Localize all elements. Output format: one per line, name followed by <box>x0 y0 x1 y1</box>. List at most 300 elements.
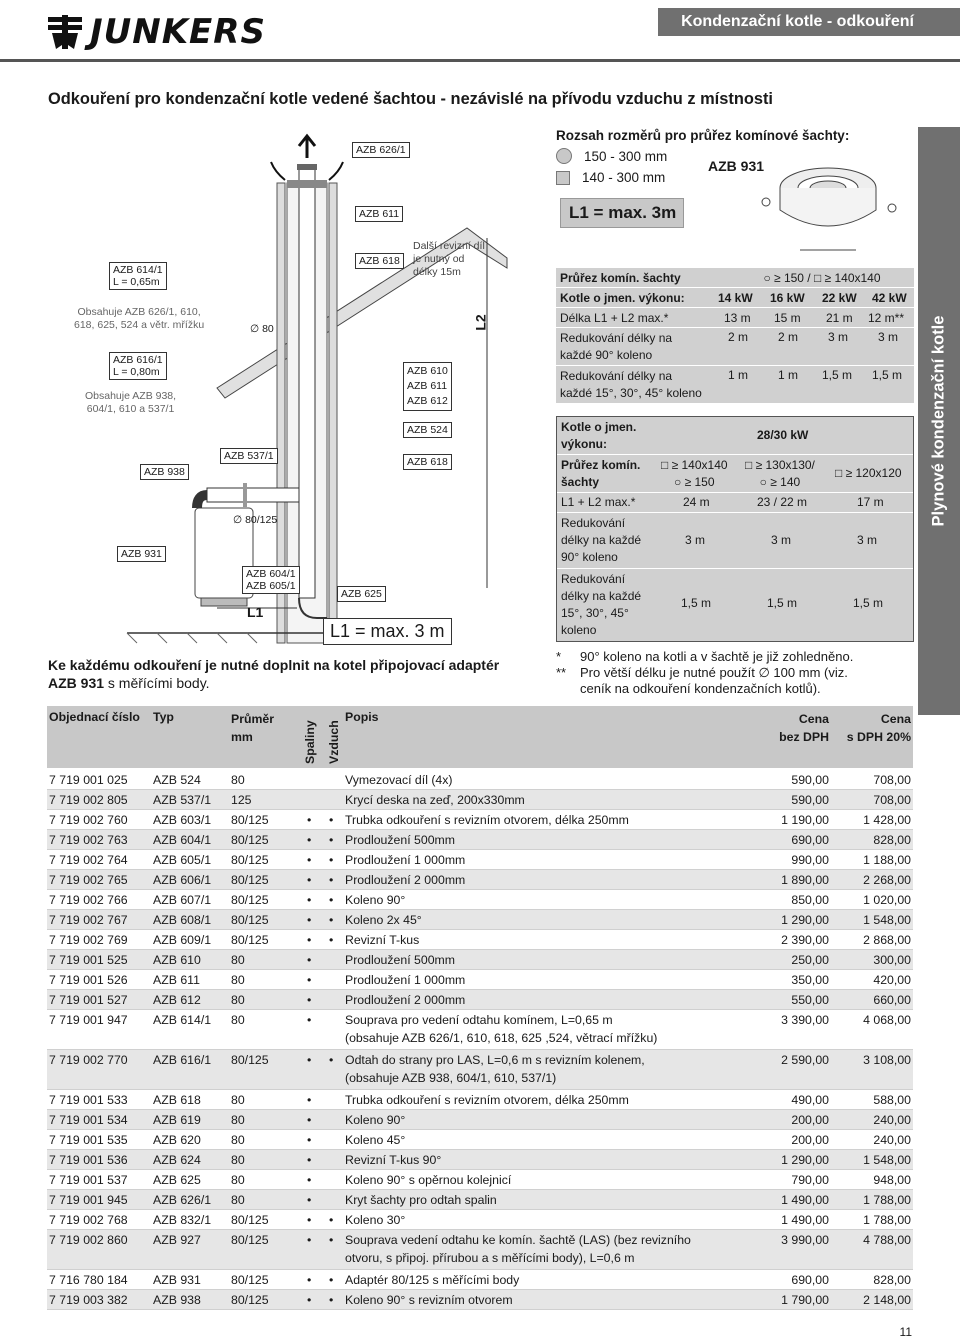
tech2-15-label: Redukování délky na každé 15°, 30°, 45° koleno <box>561 572 642 637</box>
cell-flue-mark: • <box>307 1113 312 1127</box>
cell-price: 690,00 <box>791 1273 829 1287</box>
diagram-note-obsahuje2: Obsahuje AZB 938, 604/1, 610 a 537/1 <box>85 390 177 415</box>
cell-price: 250,00 <box>791 953 829 967</box>
cell-price: 3 990,00 <box>781 1233 829 1247</box>
tech1-15-label: Redukování délky na každé 15°, 30°, 45° koleno <box>560 369 702 400</box>
sidebar-label: Plynové kondenzační kotle <box>929 315 948 527</box>
cell-diameter: 80 <box>231 973 245 987</box>
cell-description: Krycí deska na zeď, 200x330mm <box>345 793 525 807</box>
cell-diameter: 80/125 <box>231 1213 269 1227</box>
table-row <box>47 950 913 970</box>
tech1-length-16: 15 m <box>774 311 801 325</box>
cell-flue-mark: • <box>307 1273 312 1287</box>
cell-description: Kryt šachty pro odtah spalin <box>345 1193 497 1207</box>
cell-description: Trubka odkouření s revizním otvorem, délka 250mm <box>345 1093 629 1107</box>
table-row <box>47 1130 913 1150</box>
table-row <box>47 930 913 950</box>
cell-diameter: 80 <box>231 1113 245 1127</box>
diagram-label-azb625: AZB 625 <box>337 586 386 602</box>
tech2-row-power <box>557 417 913 455</box>
header-prumer: Průměr mm <box>231 712 275 744</box>
tech2-shaft-label: Průřez komín. šachty <box>561 458 641 489</box>
diagram-label-azb616: AZB 616/1 L = 0,80m <box>109 352 167 380</box>
cell-order-number: 7 719 003 382 <box>49 1293 128 1307</box>
tech1-row-15 <box>556 366 914 404</box>
table-row <box>47 1090 913 1110</box>
tech1-length-42: 12 m** <box>868 311 905 325</box>
tech2-shaft-v3: □ ≥ 120x120 <box>835 466 902 480</box>
table-row <box>47 1150 913 1170</box>
cell-price-vat: 420,00 <box>873 973 911 987</box>
cell-type: AZB 611 <box>153 973 200 987</box>
page-header <box>0 0 960 62</box>
cell-description: Prodloužení 2 000mm <box>345 873 466 887</box>
cell-diameter: 80/125 <box>231 1053 269 1067</box>
range-square-value: 140 - 300 mm <box>582 170 666 185</box>
cell-price: 590,00 <box>791 793 829 807</box>
diagram-label-d80125: ∅ 80/125 <box>233 514 278 526</box>
tech2-shaft-v2: □ ≥ 130x130/ ○ ≥ 140 <box>745 458 815 489</box>
cell-order-number: 7 719 002 767 <box>49 913 128 927</box>
cell-type: AZB 605/1 <box>153 853 212 867</box>
cell-diameter: 80 <box>231 993 245 1007</box>
cell-diameter: 80 <box>231 953 245 967</box>
cell-description: Trubka odkouření s revizním otvorem, délka 250mm <box>345 813 629 827</box>
cell-flue-mark: • <box>307 993 312 1007</box>
cell-description: Koleno 90° s opěrnou kolejnicí <box>345 1173 512 1187</box>
cell-flue-mark: • <box>307 853 312 867</box>
header-popis: Popis <box>345 710 379 724</box>
cell-type: AZB 620 <box>153 1133 201 1147</box>
header-vzduch: Vzduch <box>327 720 341 764</box>
cell-description: Koleno 2x 45° <box>345 913 422 927</box>
cell-air-mark: • <box>329 833 334 847</box>
adapter-note-rest: s měřícími body. <box>104 675 210 691</box>
cell-description: Souprava pro vedení odtahu komínem, L=0,65 m <box>345 1013 613 1027</box>
cell-price-vat: 3 108,00 <box>863 1053 911 1067</box>
cell-type: AZB 619 <box>153 1113 201 1127</box>
cell-price-vat: 2 268,00 <box>863 873 911 887</box>
cell-flue-mark: • <box>307 813 312 827</box>
cell-order-number: 7 719 001 536 <box>49 1153 128 1167</box>
diagram-note-revizni: Další revizní díl je nutný od délky 15m <box>413 240 485 278</box>
cell-flue-mark: • <box>307 873 312 887</box>
cell-order-number: 7 719 001 533 <box>49 1093 128 1107</box>
cell-price-vat: 4 788,00 <box>863 1233 911 1247</box>
cell-description: Vymezovací díl (4x) <box>345 773 453 787</box>
cell-flue-mark: • <box>307 1093 312 1107</box>
cell-diameter: 125 <box>231 793 252 807</box>
header-cena: Cena bez DPH <box>779 712 829 744</box>
cell-description: Prodloužení 1 000mm <box>345 853 466 867</box>
cell-price: 990,00 <box>791 853 829 867</box>
cell-order-number: 7 719 002 768 <box>49 1213 128 1227</box>
cell-description: Adaptér 80/125 s měřícími body <box>345 1273 520 1287</box>
cell-diameter: 80 <box>231 1153 245 1167</box>
cell-air-mark: • <box>329 933 334 947</box>
cell-price: 1 490,00 <box>781 1193 829 1207</box>
cell-flue-mark: • <box>307 833 312 847</box>
table-row <box>47 990 913 1010</box>
cell-air-mark: • <box>329 873 334 887</box>
cell-description: Koleno 90° <box>345 893 406 907</box>
tech2-power-label: Kotle o jmen. výkonu: <box>561 420 637 451</box>
cell-flue-mark: • <box>307 1293 312 1307</box>
tech1-power-label: Kotle o jmen. výkonu: <box>560 291 685 305</box>
tech-table-2 <box>556 416 914 642</box>
cell-air-mark: • <box>329 893 334 907</box>
cell-diameter: 80 <box>231 773 245 787</box>
cell-type: AZB 608/1 <box>153 913 212 927</box>
tech2-length-label: L1 + L2 max.* <box>561 495 636 509</box>
diagram-label-azb614: AZB 614/1 L = 0,65m <box>109 262 167 290</box>
cell-flue-mark: • <box>307 933 312 947</box>
cell-order-number: 7 719 001 525 <box>49 953 128 967</box>
cell-price-vat: 1 788,00 <box>863 1213 911 1227</box>
cell-price-vat: 2 868,00 <box>863 933 911 947</box>
cell-order-number: 7 719 001 945 <box>49 1193 128 1207</box>
cell-type: AZB 524 <box>153 773 201 787</box>
cell-flue-mark: • <box>307 893 312 907</box>
table-row <box>47 1270 913 1290</box>
tech1-length-22: 21 m <box>826 311 853 325</box>
cell-description-2: (obsahuje AZB 938, 604/1, 610, 537/1) <box>345 1071 557 1085</box>
price-table-body <box>47 770 913 1310</box>
brand-name: JUNKERS <box>90 12 266 52</box>
cell-flue-mark: • <box>307 1133 312 1147</box>
tech1-row-length <box>556 308 914 328</box>
cell-price-vat: 2 148,00 <box>863 1293 911 1307</box>
cell-price-vat: 660,00 <box>873 993 911 1007</box>
table-row <box>47 1290 913 1310</box>
cell-price: 1 290,00 <box>781 1153 829 1167</box>
footnote-text: Pro větší délku je nutné použít ∅ 100 mm (viz. ceník na odkouření kondenzačních kotlů). <box>580 665 848 696</box>
cell-price: 1 790,00 <box>781 1293 829 1307</box>
cell-order-number: 7 719 002 860 <box>49 1233 128 1247</box>
cell-price-vat: 300,00 <box>873 953 911 967</box>
cell-air-mark: • <box>329 1213 334 1227</box>
table-row <box>47 1110 913 1130</box>
cell-diameter: 80 <box>231 1093 245 1107</box>
table-row <box>47 1210 913 1230</box>
cell-price-vat: 1 548,00 <box>863 1153 911 1167</box>
tech2-shaft-v1: □ ≥ 140x140 ○ ≥ 150 <box>661 458 728 489</box>
diagram-label-azb610: AZB 610 AZB 611 AZB 612 <box>403 362 452 411</box>
tech1-15-22: 1,5 m <box>822 368 853 382</box>
cell-description: Revizní T-kus 90° <box>345 1153 442 1167</box>
brand-logo <box>48 12 266 52</box>
diagram-label-l1: L1 <box>247 604 264 620</box>
cell-type: AZB 832/1 <box>153 1213 212 1227</box>
footnote-1 <box>556 649 853 665</box>
tech1-power-42: 42 kW <box>872 291 907 305</box>
adapter-note-line1: Ke každému odkouření je nutné doplnit na kotel připojovací adaptér <box>48 657 500 673</box>
cell-price: 550,00 <box>791 993 829 1007</box>
cell-price-vat: 4 068,00 <box>863 1013 911 1027</box>
cell-order-number: 7 719 001 526 <box>49 973 128 987</box>
cell-flue-mark: • <box>307 913 312 927</box>
adapter-label: AZB 931 <box>708 158 765 174</box>
cell-price: 690,00 <box>791 833 829 847</box>
tech1-90-14: 2 m <box>728 330 749 344</box>
cell-price: 1 190,00 <box>781 813 829 827</box>
cell-diameter: 80 <box>231 1133 245 1147</box>
cell-price: 790,00 <box>791 1173 829 1187</box>
cell-price-vat: 828,00 <box>873 1273 911 1287</box>
cell-flue-mark: • <box>307 1193 312 1207</box>
cell-order-number: 7 719 001 527 <box>49 993 128 1007</box>
cell-order-number: 7 719 002 805 <box>49 793 128 807</box>
diagram-label-azb626: AZB 626/1 <box>352 142 410 158</box>
cell-price-vat: 1 428,00 <box>863 813 911 827</box>
tech2-power-value: 28/30 kW <box>757 428 809 442</box>
adapter-drawing-icon <box>760 150 920 260</box>
diagram-label-azb537: AZB 537/1 <box>220 448 278 464</box>
footnote-2 <box>556 665 853 697</box>
cell-price-vat: 948,00 <box>873 1173 911 1187</box>
cell-order-number: 7 719 002 766 <box>49 893 128 907</box>
cell-price: 350,00 <box>791 973 829 987</box>
cell-description-2: (obsahuje AZB 626/1, 610, 618, 625 ,524, větrací mřížku) <box>345 1031 658 1045</box>
cell-flue-mark: • <box>307 973 312 987</box>
cell-diameter: 80 <box>231 1193 245 1207</box>
cell-type: AZB 610 <box>153 953 201 967</box>
table-row <box>47 790 913 810</box>
junkers-logo-icon <box>48 15 82 49</box>
cell-type: AZB 616/1 <box>153 1053 212 1067</box>
cell-description: Prodloužení 2 000mm <box>345 993 466 1007</box>
adapter-note <box>48 656 499 692</box>
diagram-label-azb938: AZB 938 <box>140 464 189 480</box>
cell-price-vat: 828,00 <box>873 833 911 847</box>
tech1-90-22: 3 m <box>828 330 849 344</box>
cell-flue-mark: • <box>307 1173 312 1187</box>
cell-description: Koleno 90° <box>345 1113 406 1127</box>
cell-diameter: 80/125 <box>231 873 269 887</box>
cell-flue-mark: • <box>307 953 312 967</box>
table-row <box>47 850 913 870</box>
adapter-note-line2 <box>48 674 499 692</box>
cell-type: AZB 938 <box>153 1293 201 1307</box>
diagram-label-azb931: AZB 931 <box>117 546 166 562</box>
tech1-row-90 <box>556 328 914 366</box>
cell-air-mark: • <box>329 1273 334 1287</box>
cell-air-mark: • <box>329 813 334 827</box>
cell-description: Koleno 45° <box>345 1133 406 1147</box>
tech2-row-15 <box>557 569 913 641</box>
cell-order-number: 7 719 002 760 <box>49 813 128 827</box>
tech2-90-label: Redukování délky na každé 90° koleno <box>561 516 642 564</box>
cell-flue-mark: • <box>307 1213 312 1227</box>
price-table <box>47 706 913 1310</box>
tech2-length-v1: 24 m <box>683 495 710 509</box>
installation-diagram <box>47 128 535 648</box>
cell-description: Revizní T-kus <box>345 933 420 947</box>
table-row <box>47 890 913 910</box>
tech1-power-22: 22 kW <box>822 291 857 305</box>
cell-diameter: 80/125 <box>231 1273 269 1287</box>
tech2-15-v2: 1,5 m <box>767 596 798 610</box>
cell-air-mark: • <box>329 1233 334 1247</box>
cell-type: AZB 607/1 <box>153 893 212 907</box>
diagram-note-obsahuje1: Obsahuje AZB 626/1, 610, 618, 625, 524 a větr. mřížku <box>74 306 205 331</box>
cell-price: 1 890,00 <box>781 873 829 887</box>
tech2-row-90 <box>557 513 913 569</box>
cell-price-vat: 1 788,00 <box>863 1193 911 1207</box>
tech2-90-v2: 3 m <box>771 533 792 547</box>
cell-description: Koleno 30° <box>345 1213 406 1227</box>
table-row <box>47 1010 913 1050</box>
table-row <box>47 770 913 790</box>
table-row <box>47 810 913 830</box>
cell-order-number: 7 719 001 535 <box>49 1133 128 1147</box>
cell-description: Koleno 90° s revizním otvorem <box>345 1293 513 1307</box>
tech2-row-length <box>557 493 913 513</box>
cell-price-vat: 240,00 <box>873 1133 911 1147</box>
cell-description: Prodloužení 500mm <box>345 953 456 967</box>
cell-type: AZB 609/1 <box>153 933 212 947</box>
footnote-text: 90° koleno na kotli a v šachtě je již zohledněno. <box>580 649 854 664</box>
cell-price: 200,00 <box>791 1113 829 1127</box>
cell-type: AZB 625 <box>153 1173 201 1187</box>
cell-price: 2 590,00 <box>781 1053 829 1067</box>
cell-description: Prodloužení 1 000mm <box>345 973 466 987</box>
cell-type: AZB 614/1 <box>153 1013 212 1027</box>
tech1-15-14: 1 m <box>728 368 749 382</box>
table-row <box>47 970 913 990</box>
section-title: Kondenzační kotle - odkouření <box>658 8 960 36</box>
cell-diameter: 80/125 <box>231 933 269 947</box>
tech1-shaft-label: Průřez komín. šachty <box>560 271 681 285</box>
cell-type: AZB 624 <box>153 1153 201 1167</box>
cell-order-number: 7 719 001 537 <box>49 1173 128 1187</box>
cell-price: 200,00 <box>791 1133 829 1147</box>
range-circle-row <box>556 148 667 164</box>
square-shaft-icon <box>556 171 570 185</box>
cell-price-vat: 1 020,00 <box>863 893 911 907</box>
table-row <box>47 1230 913 1270</box>
tech2-length-v3: 17 m <box>857 495 884 509</box>
cell-price: 1 290,00 <box>781 913 829 927</box>
header-spaliny: Spaliny <box>303 720 317 764</box>
cell-order-number: 7 719 002 770 <box>49 1053 128 1067</box>
tech-table-1 <box>556 268 914 404</box>
cell-description: Prodloužení 500mm <box>345 833 456 847</box>
tech1-length-14: 13 m <box>724 311 751 325</box>
cell-air-mark: • <box>329 1053 334 1067</box>
cell-flue-mark: • <box>307 1053 312 1067</box>
cell-diameter: 80/125 <box>231 813 269 827</box>
cell-price-vat: 1 548,00 <box>863 913 911 927</box>
tech1-shaft-value: ○ ≥ 150 / □ ≥ 140x140 <box>763 271 881 285</box>
cell-diameter: 80/125 <box>231 913 269 927</box>
header-cislo: Objednací číslo <box>49 710 140 724</box>
diagram-label-azb611: AZB 611 <box>355 206 403 222</box>
cell-type: AZB 606/1 <box>153 873 212 887</box>
cell-diameter: 80/125 <box>231 893 269 907</box>
range-circle-value: 150 - 300 mm <box>584 148 668 164</box>
adapter-note-code: AZB 931 <box>48 675 105 691</box>
diagram-label-d80: ∅ 80 <box>250 323 274 335</box>
cell-order-number: 7 716 780 184 <box>49 1273 128 1287</box>
footnote-mark: * <box>556 649 562 664</box>
table-row <box>47 1170 913 1190</box>
cell-price: 850,00 <box>791 893 829 907</box>
page-title: Odkouření pro kondenzační kotle vedené šachtou - nezávislé na přívodu vzduchu z místnosti <box>48 90 773 108</box>
cell-order-number: 7 719 002 763 <box>49 833 128 847</box>
footnotes <box>556 649 853 697</box>
diagram-label-l2: L2 <box>472 314 489 331</box>
cell-flue-mark: • <box>307 1153 312 1167</box>
tech1-90-label: Redukování délky na každé 90° koleno <box>560 331 673 362</box>
cell-diameter: 80 <box>231 1173 245 1187</box>
cell-price-vat: 708,00 <box>873 793 911 807</box>
tech1-length-label: Délka L1 + L2 max.* <box>560 311 669 325</box>
table-row <box>47 830 913 850</box>
tech1-15-16: 1 m <box>778 368 799 382</box>
diagram-label-azb618: AZB 618 <box>355 253 404 269</box>
range-title: Rozsah rozměrů pro průřez komínové šachty: <box>556 128 850 143</box>
header-typ: Typ <box>153 710 174 724</box>
cell-type: AZB 603/1 <box>153 813 212 827</box>
cell-type: AZB 927 <box>153 1233 201 1247</box>
tech1-90-16: 2 m <box>778 330 799 344</box>
cell-diameter: 80 <box>231 1013 245 1027</box>
cell-order-number: 7 719 002 769 <box>49 933 128 947</box>
diagram-label-azb618b: AZB 618 <box>403 454 452 470</box>
cell-flue-mark: • <box>307 1013 312 1027</box>
cell-order-number: 7 719 001 025 <box>49 773 128 787</box>
price-table-header <box>47 706 913 768</box>
cell-diameter: 80/125 <box>231 1233 269 1247</box>
diagram-label-azb524: AZB 524 <box>403 422 452 438</box>
page-number: 11 <box>899 1325 912 1339</box>
tech2-length-v2: 23 / 22 m <box>757 495 808 509</box>
diagram-l1max: L1 = max. 3 m <box>323 618 452 645</box>
tech2-15-v3: 1,5 m <box>853 596 884 610</box>
cell-order-number: 7 719 002 765 <box>49 873 128 887</box>
table-row <box>47 870 913 890</box>
cell-price: 3 390,00 <box>781 1013 829 1027</box>
diagram-label-azb604: AZB 604/1 AZB 605/1 <box>242 566 300 594</box>
cell-description: Odtah do strany pro LAS, L=0,6 m s revizním kolenem, <box>345 1053 645 1067</box>
cell-order-number: 7 719 001 947 <box>49 1013 128 1027</box>
cell-air-mark: • <box>329 853 334 867</box>
tech2-90-v1: 3 m <box>685 533 706 547</box>
cell-diameter: 80/125 <box>231 1293 269 1307</box>
tech1-power-14: 14 kW <box>718 291 753 305</box>
table-row <box>47 910 913 930</box>
table-row <box>47 1050 913 1090</box>
cell-price-vat: 1 188,00 <box>863 853 911 867</box>
tech1-power-16: 16 kW <box>770 291 805 305</box>
cell-price: 590,00 <box>791 773 829 787</box>
tech1-row-power <box>556 288 914 308</box>
cell-price: 2 390,00 <box>781 933 829 947</box>
tech2-90-v3: 3 m <box>857 533 878 547</box>
range-square-row <box>556 170 665 185</box>
tech1-90-42: 3 m <box>878 330 899 344</box>
cell-price: 490,00 <box>791 1093 829 1107</box>
cell-price-vat: 708,00 <box>873 773 911 787</box>
tech1-row-shaft <box>556 268 914 288</box>
cell-type: AZB 931 <box>153 1273 201 1287</box>
cell-order-number: 7 719 002 764 <box>49 853 128 867</box>
cell-type: AZB 618 <box>153 1093 201 1107</box>
cell-type: AZB 626/1 <box>153 1193 212 1207</box>
circle-shaft-icon <box>556 148 572 164</box>
tech1-15-42: 1,5 m <box>872 368 903 382</box>
